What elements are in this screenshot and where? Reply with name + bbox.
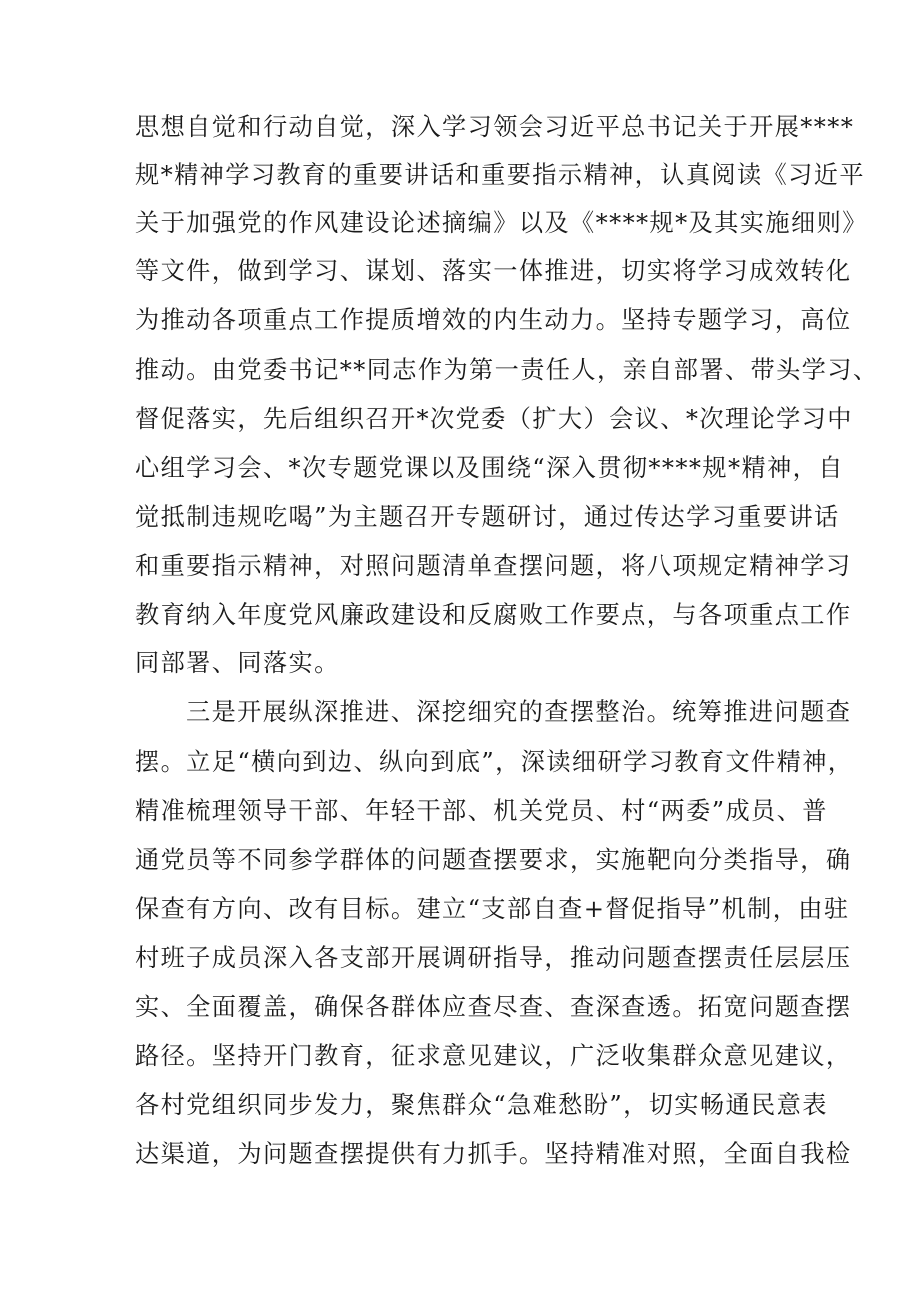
text-line: 推动。由党委书记**同志作为第一责任人，亲自部署、带头学习、 <box>135 356 879 384</box>
text-line: 路径。坚持开门教育，征求意见建议，广泛收集群众意见建议， <box>135 1042 852 1070</box>
text-line: 三是开展纵深推进、深挖细究的查摆整治。统筹推进问题查 <box>186 698 852 726</box>
text-line: 觉抵制违规吃喝”为主题召开专题研讨，通过传达学习重要讲话 <box>135 503 840 531</box>
text-line: 规*精神学习教育的重要讲话和重要指示精神，认真阅读《习近平 <box>135 161 865 189</box>
text-line: 摆。立足“横向到边、纵向到底”，深读细研学习教育文件精神， <box>135 748 854 776</box>
text-line: 思想自觉和行动自觉，深入学习领会习近平总书记关于开展**** <box>135 113 855 141</box>
text-line: 保查有方向、改有目标。建立“支部自查+督促指导”机制，由驻 <box>135 895 850 923</box>
text-line: 村班子成员深入各支部开展调研指导，推动问题查摆责任层层压 <box>135 944 852 972</box>
text-line: 关于加强党的作风建设论述摘编》以及《****规*及其实施细则》 <box>135 209 868 237</box>
text-line: 通党员等不同参学群体的问题查摆要求，实施靶向分类指导，确 <box>135 846 852 874</box>
text-line: 实、全面覆盖，确保各群体应查尽查、查深查透。拓宽问题查摆 <box>135 993 852 1021</box>
text-line: 督促落实，先后组织召开*次党委（扩大）会议、*次理论学习中 <box>135 405 853 433</box>
text-line: 为推动各项重点工作提质增效的内生动力。坚持专题学习，高位 <box>135 306 852 334</box>
text-line: 精准梳理领导干部、年轻干部、机关党员、村“两委”成员、普 <box>135 797 828 825</box>
text-line: 心组学习会、*次专题党课以及围绕“深入贯彻****规*精神，自 <box>135 454 844 482</box>
text-line: 教育纳入年度党风廉政建设和反腐败工作要点，与各项重点工作 <box>135 601 852 629</box>
text-line: 等文件，做到学习、谋划、落实一体推进，切实将学习成效转化 <box>135 257 852 285</box>
text-line: 和重要指示精神，对照问题清单查摆问题，将八项规定精神学习 <box>135 552 852 580</box>
text-line: 同部署、同落实。 <box>135 649 340 677</box>
text-line: 达渠道，为问题查摆提供有力抓手。坚持精准对照，全面自我检 <box>135 1140 852 1168</box>
text-line: 各村党组织同步发力，聚焦群众“急难愁盼”，切实畅通民意表 <box>135 1091 828 1119</box>
